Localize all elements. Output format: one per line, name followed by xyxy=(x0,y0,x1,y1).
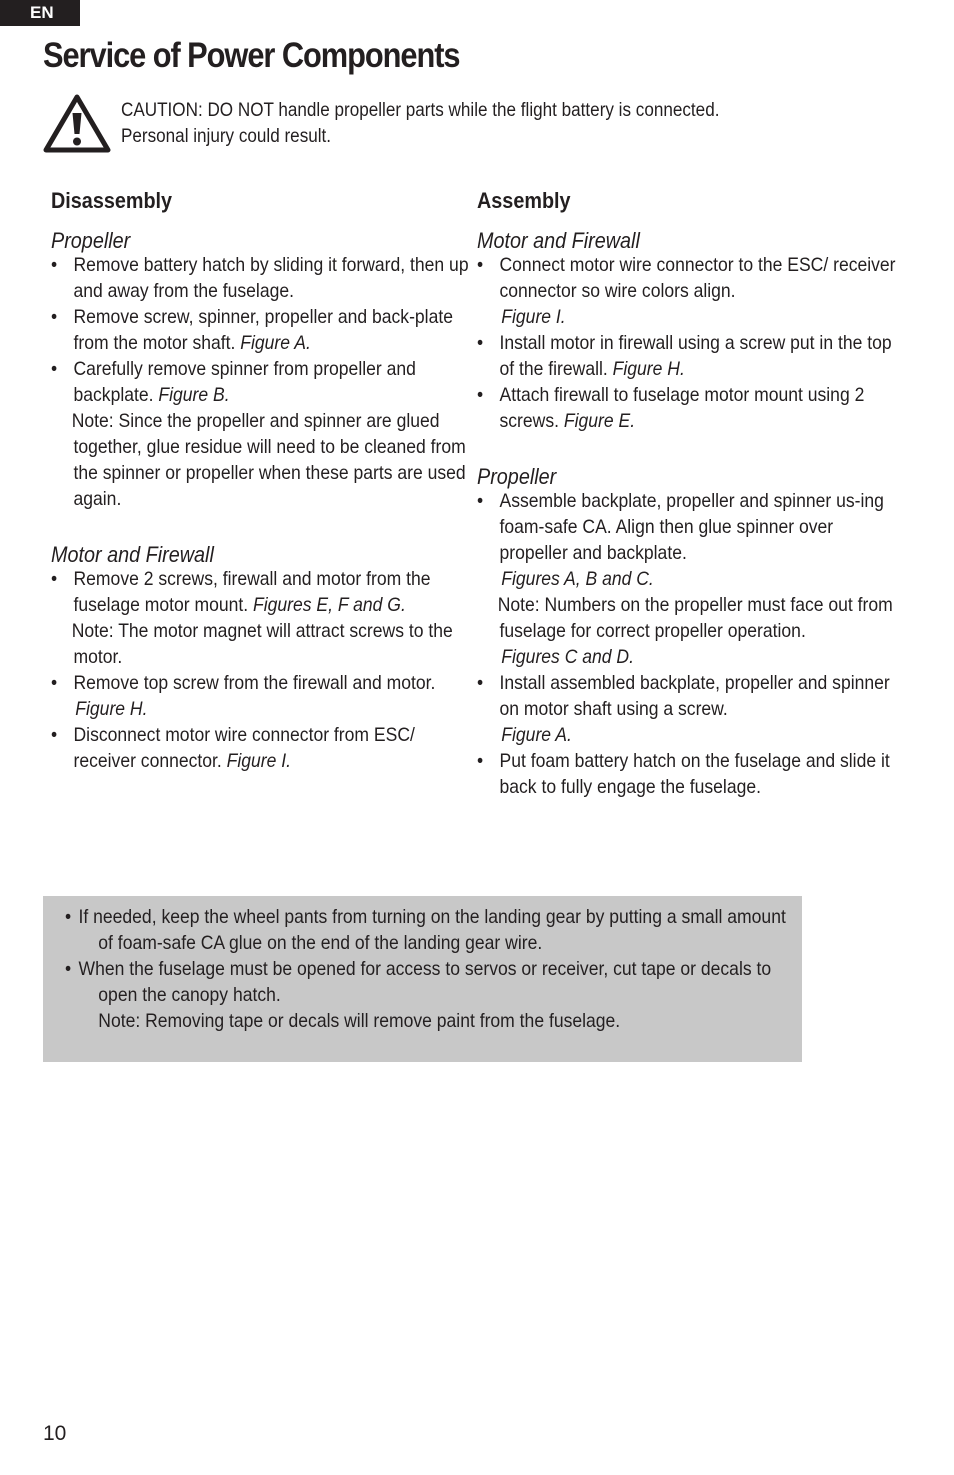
figure-ref: Figure E. xyxy=(563,410,636,432)
note: Note: Numbers on the propeller must face out from fuselage for correct propeller operation. xyxy=(497,594,893,642)
list-item: • Remove battery hatch by sliding it forward, then up and away from the fuselage. xyxy=(51,254,469,302)
figure-ref: Figure H. xyxy=(612,358,685,380)
figure-ref: Figure B. xyxy=(158,384,230,406)
caution-message xyxy=(121,98,719,150)
disassembly-heading: Disassembly xyxy=(51,188,173,213)
figure-ref: Figure H. xyxy=(75,698,148,720)
page-title: Service of Power Components xyxy=(43,36,460,75)
figure-ref: Figure A. xyxy=(501,724,572,746)
list-item: • Attach firewall to fuselage motor mount using 2 screws. Figure E. xyxy=(477,384,865,432)
warning-triangle-icon xyxy=(43,94,111,154)
note: Note: Since the propeller and spinner are glued together, glue residue will need to be cleaned from the spinner or propeller when these parts are used again. xyxy=(71,410,466,510)
list-item: • Remove top screw from the firewall and motor. xyxy=(51,672,436,694)
disassembly-propeller-title: Propeller xyxy=(51,228,131,253)
tip-item: • When the fuselage must be opened for access to servos or receiver, cut tape or decals to open the canopy hatch. xyxy=(65,958,772,1006)
assembly-motor-title: Motor and Firewall xyxy=(477,228,640,253)
caution-line-1: CAUTION: DO NOT handle propeller parts while the flight battery is connected. xyxy=(121,100,720,121)
tip-item: • If needed, keep the wheel pants from turning on the landing gear by putting a small amount of foam-safe CA glue on the end of the landing gear wire. xyxy=(65,906,786,954)
list-item: • Assemble backplate, propeller and spinner us-ing foam-safe CA. Align then glue spinner over propeller and backplate. xyxy=(477,490,884,564)
caution-line-2: Personal injury could result. xyxy=(121,126,332,147)
assembly-column xyxy=(477,186,907,800)
figure-ref: Figures A, B and C. xyxy=(501,568,654,590)
list-item: • Remove screw, spinner, propeller and back-plate from the motor shaft. Figure A. xyxy=(51,306,453,354)
assembly-heading: Assembly xyxy=(477,188,571,213)
list-item: • Put foam battery hatch on the fuselage and slide it back to fully engage the fuselage. xyxy=(477,750,890,798)
figure-ref: Figure A. xyxy=(240,332,311,354)
list-item: • Carefully remove spinner from propeller and backplate. Figure B. xyxy=(51,358,416,406)
figure-ref: Figures C and D. xyxy=(501,646,634,668)
note: Note: The motor magnet will attract screws to the motor. xyxy=(71,620,453,668)
figure-ref: Figure I. xyxy=(501,306,566,328)
figure-ref: Figures E, F and G. xyxy=(253,594,406,616)
disassembly-motor-title: Motor and Firewall xyxy=(51,542,214,567)
list-item: • Connect motor wire connector to the ESC/ receiver connector so wire colors align. xyxy=(477,254,896,302)
page-number: 10 xyxy=(43,1422,67,1445)
list-item: • Disconnect motor wire connector from ESC/ receiver connector. Figure I. xyxy=(51,724,415,772)
tip-note: Note: Removing tape or decals will remove paint from the fuselage. xyxy=(98,1010,621,1032)
assembly-propeller-title: Propeller xyxy=(477,464,557,489)
tips-box xyxy=(43,896,802,1062)
list-item: • Remove 2 screws, firewall and motor from the fuselage motor mount. Figures E, F and G. xyxy=(51,568,431,616)
list-item: • Install assembled backplate, propeller and spinner on motor shaft using a screw. xyxy=(477,672,890,720)
language-tab: EN xyxy=(0,0,80,26)
list-item: • Install motor in firewall using a screw put in the top of the firewall. Figure H. xyxy=(477,332,892,380)
figure-ref: Figure I. xyxy=(226,750,292,772)
disassembly-column xyxy=(51,186,471,774)
